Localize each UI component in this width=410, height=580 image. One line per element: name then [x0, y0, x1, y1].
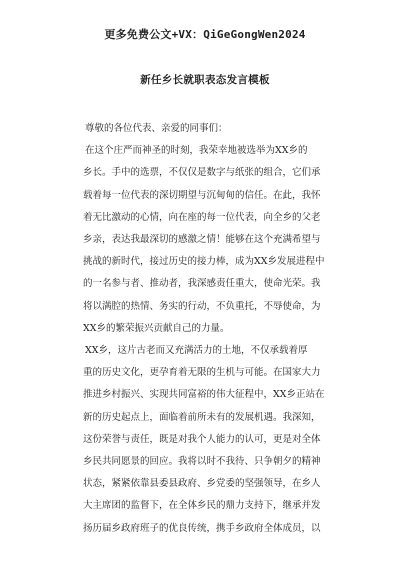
paragraph-line: 乡长。手中的选票，不仅仅是数字与纸张的组合，它们承	[83, 167, 321, 179]
paragraph-line: 重的历史文化，更孕育着无限的生机与可能。在国家大力	[83, 367, 321, 379]
paragraph-line: 着无比激动的心情，向在座的每一位代表，向全乡的父老	[83, 211, 321, 223]
paragraph-line: 在这个庄严而神圣的时刻，我荣幸地被选举为XX乡的	[85, 145, 308, 157]
paragraph-line: 载着每一位代表的深切期望与沉甸甸的信任。在此，我怀	[83, 189, 321, 201]
paragraph-line: 大主席团的监督下，在全体乡民的鼎力支持下，继承并发	[83, 500, 321, 512]
paragraph-line: 将以满腔的热情、务实的行动，不负重托，不辱使命，为	[83, 300, 321, 312]
paragraph-1	[83, 140, 345, 340]
paragraph-line: 新的历史起点上，面临着前所未有的发展机遇。我深知，	[83, 411, 321, 423]
paragraph-line: 的一名参与者、推动者，我深感责任重大，使命光荣。我	[83, 278, 321, 290]
paragraph-line: XX乡的繁荣振兴贡献自己的力量。	[83, 322, 230, 334]
paragraph-line: 推进乡村振兴、实现共同富裕的伟大征程中，XX乡正站在	[83, 389, 325, 401]
document-title: 新任乡长就职表态发言模板	[140, 74, 270, 86]
paragraph-line: 状态，紧紧依靠县委县政府、乡党委的坚强领导，在乡人	[83, 478, 321, 490]
paragraph-line: XX乡，这片古老而又充满活力的土地，不仅承载着厚	[85, 345, 308, 357]
page-header: 更多免费公文+VX：QiGeGongWen2024	[104, 28, 306, 41]
paragraph-line: 乡亲，表达我最深切的感激之情！能够在这个充满希望与	[83, 234, 321, 246]
paragraph-line: 挑战的新时代，接过历史的接力棒，成为XX乡发展进程中	[83, 256, 325, 268]
paragraph-line: 乡民共同愿景的回应。我将以时不我待、只争朝夕的精神	[83, 456, 321, 468]
document-body	[83, 118, 345, 540]
paragraph-line: 扬历届乡政府班子的优良传统，携手乡政府全体成员，以	[83, 522, 321, 534]
salutation: 尊敬的各位代表、亲爱的同事们：	[85, 123, 228, 134]
paragraph-line: 这份荣誉与责任，既是对我个人能力的认可，更是对全体	[83, 433, 321, 445]
paragraph-2	[83, 340, 345, 540]
